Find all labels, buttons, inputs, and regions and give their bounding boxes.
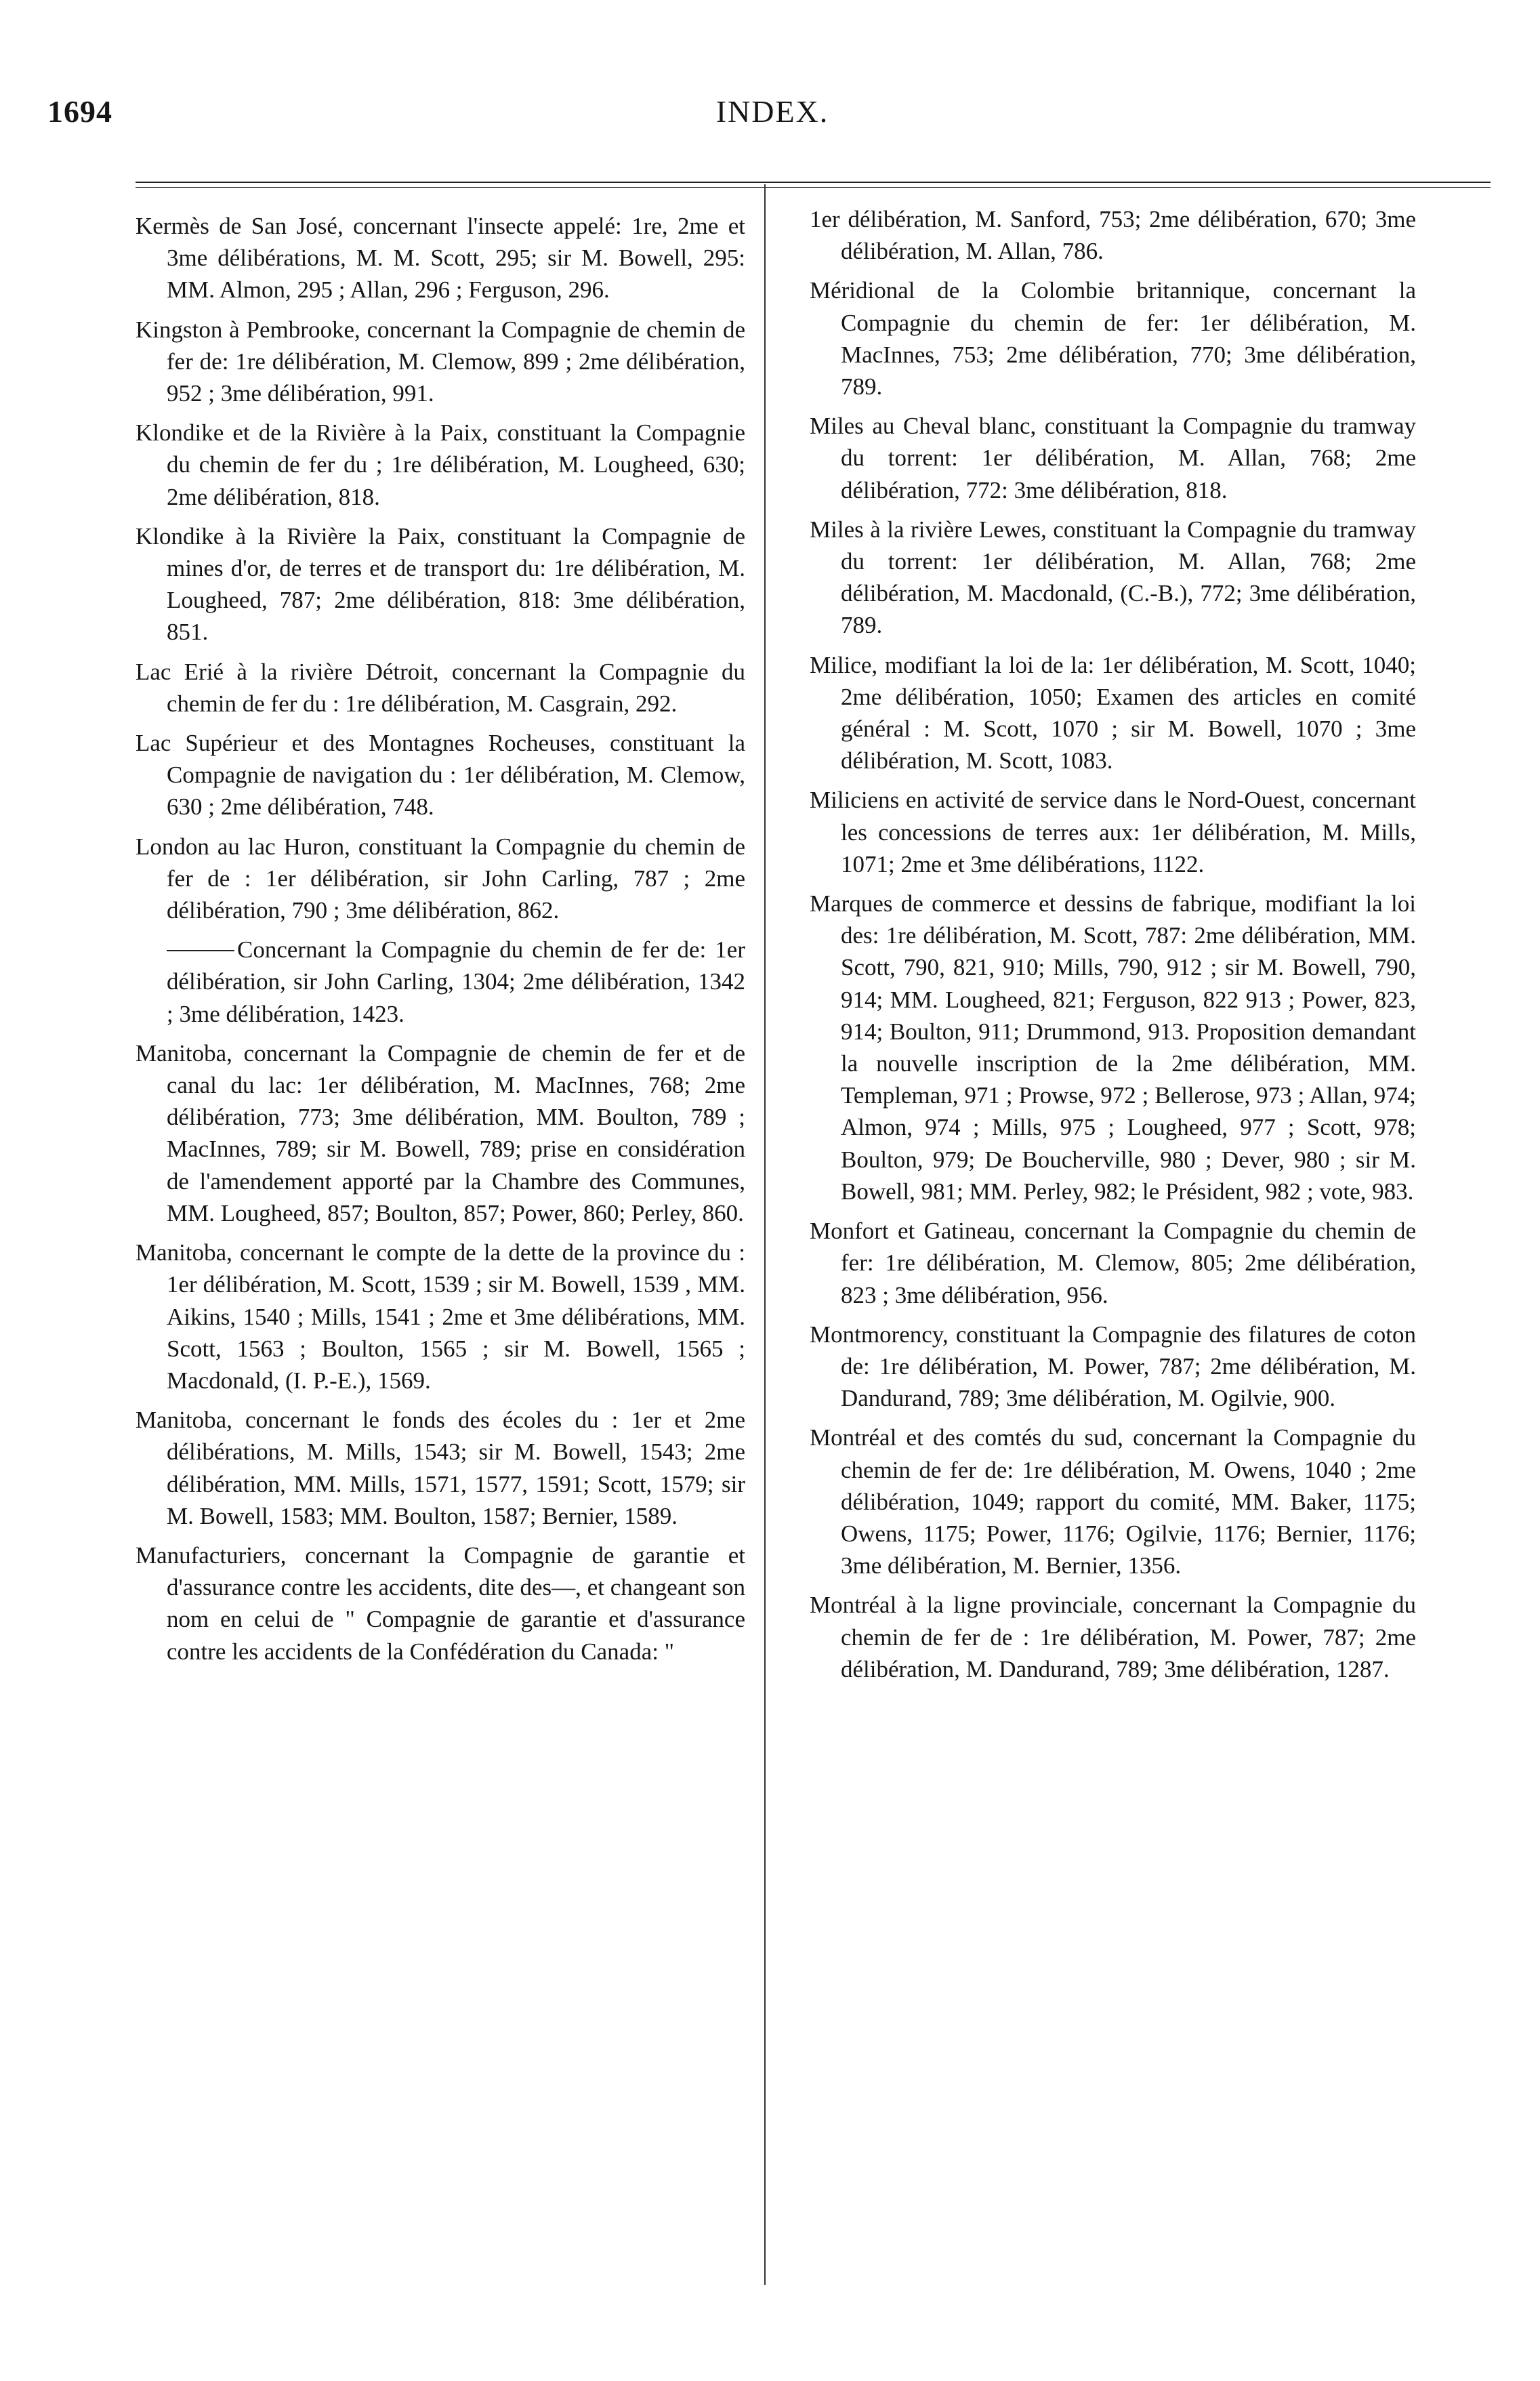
index-entry: Kermès de San José, concernant l'insecte appelé: 1re, 2me et 3me délibérations, M. M. Scott, 295; sir M. Bowell, 295: MM. Almon, 295 ; Allan, 296 ; Ferguson, 296. <box>136 213 745 304</box>
index-entry: Manitoba, concernant le fonds des écoles du : 1er et 2me délibérations, M. Mills, 1543; sir M. Bowell, 1543; 2me délibération, MM. Mills, 1571, 1577, 1591; Scott, 1579; sir M. Bowell, 1583; MM. Boulton, 1587; Bernier, 1589. <box>136 1407 745 1529</box>
index-sub-entry <box>136 934 745 1030</box>
left-column <box>136 210 745 1675</box>
index-entry: Kingston à Pembrooke, concernant la Compagnie de chemin de fer de: 1re délibération, M. Clemow, 899 ; 2me délibération, 952 ; 3me délibération, 991. <box>136 316 745 407</box>
index-entry: Manufacturiers, concernant la Compagnie de garantie et d'assurance contre les accidents, dite des—, et changeant son nom en celui de " Compagnie de garantie et d'assurance contre les accidents de la Confédération du Canada: " <box>136 1541 745 1665</box>
header-rule-top <box>136 182 1491 183</box>
index-entry: Klondike à la Rivière la Paix, constituant la Compagnie de mines d'or, de terres et de transport du: 1re délibération, M. Lougheed, 787; 2me délibération, 818: 3me délibération, 851. <box>136 522 745 646</box>
index-entry: London au lac Huron, constituant la Compagnie du chemin de fer de : 1er délibération, sir John Carling, 787 ; 2me délibération, 790 ; 3me délibération, 862. <box>136 833 745 924</box>
index-entry: Montréal et des comtés du sud, concernant la Compagnie du chemin de fer de: 1re délibération, M. Owens, 1040 ; 2me délibération, 1049; rapport du comité, MM. Baker, 1175; Owens, 1175; Power, 1176; Ogilvie, 1176; Bernier, 1176; 3me délibération, M. Bernier, 1356. <box>810 1424 1416 1579</box>
index-entry: Marques de commerce et dessins de fabrique, modifiant la loi des: 1re délibération, M. Scott, 787: 2me délibération, MM. Scott, 790, 821, 910; Mills, 790, 912 ; sir M. Bowell, 790, 914; MM. Lougheed, 821; Ferguson, 822 913 ; Power, 823, 914; Boulton, 911; Drummond, 913. Proposition demandant la nouvelle inscription de la 2me délibération, MM. Templeman, 971 ; Prowse, 972 ; Bellerose, 973 ; Allan, 974; Almon, 974 ; Mills, 975 ; Lougheed, 977 ; Scott, 978; Boulton, 979; De Boucherville, 980 ; Dever, 980 ; sir M. Bowell, 981; MM. Perley, 982; le Président, 982 ; vote, 983. <box>810 890 1416 1205</box>
index-entry: Milice, modifiant la loi de la: 1er délibération, M. Scott, 1040; 2me délibération, 1050; Examen des articles en comité général : M. Scott, 1070 ; sir M. Bowell, 1070 ; 3me délibération, M. Scott, 1083. <box>810 651 1416 774</box>
index-entry: 1er délibération, M. Sanford, 753; 2me délibération, 670; 3me délibération, M. Allan, 786. <box>810 206 1416 265</box>
index-entry: Miliciens en activité de service dans le Nord-Ouest, concernant les concessions de terres aux: 1er délibération, M. Mills, 1071; 2me et 3me délibérations, 1122. <box>810 787 1416 877</box>
index-entry: Manitoba, concernant la Compagnie de chemin de fer et de canal du lac: 1er délibération, M. MacInnes, 768; 2me délibération, 773; 3me délibération, MM. Boulton, 789 ; MacInnes, 789; sir M. Bowell, 789; prise en considération de l'amendement apporté par la Chambre des Communes, MM. Lougheed, 857; Boulton, 857; Power, 860; Perley, 860. <box>136 1039 745 1226</box>
page-header <box>47 94 1497 148</box>
index-entry: Lac Supérieur et des Montagnes Rocheuses, constituant la Compagnie de navigation du : 1er délibération, M. Clemow, 630 ; 2me délibération, 748. <box>136 730 745 821</box>
ditto-dash <box>167 950 234 951</box>
index-entry: Manitoba, concernant le compte de la dette de la province du : 1er délibération, M. Scott, 1539 ; sir M. Bowell, 1539 , MM. Aikins, 1540 ; Mills, 1541 ; 2me et 3me délibérations, MM. Scott, 1563 ; Boulton, 1565 ; sir M. Bowell, 1565 ; Macdonald, (I. P.-E.), 1569. <box>136 1239 745 1394</box>
header-rule-bottom <box>136 187 1491 188</box>
column-divider <box>764 184 766 2285</box>
right-column <box>810 203 1416 1693</box>
index-entry: Klondike et de la Rivière à la Paix, constituant la Compagnie du chemin de fer du ; 1re délibération, M. Lougheed, 630; 2me délibération, 818. <box>136 419 745 510</box>
page-title: INDEX. <box>715 94 829 129</box>
page-number: 1694 <box>47 94 112 129</box>
index-entry: Miles au Cheval blanc, constituant la Compagnie du tramway du torrent: 1er délibération, M. Allan, 768; 2me délibération, 772: 3me délibération, 818. <box>810 413 1416 503</box>
index-entry: Lac Erié à la rivière Détroit, concernant la Compagnie du chemin de fer du : 1re délibération, M. Casgrain, 292. <box>136 658 745 717</box>
index-entry: Montréal à la ligne provinciale, concernant la Compagnie du chemin de fer de : 1re délibération, M. Power, 787; 2me délibération, M. Dandurand, 789; 3me délibération, 1287. <box>810 1592 1416 1682</box>
index-entry: Miles à la rivière Lewes, constituant la Compagnie du tramway du torrent: 1er délibération, M. Allan, 768; 2me délibération, M. Macdonald, (C.-B.), 772; 3me délibération, 789. <box>810 516 1416 639</box>
index-entry: Monfort et Gatineau, concernant la Compagnie du chemin de fer: 1re délibération, M. Clemow, 805; 2me délibération, 823 ; 3me délibération, 956. <box>810 1218 1416 1308</box>
index-entry: Montmorency, constituant la Compagnie des filatures de coton de: 1re délibération, M. Power, 787; 2me délibération, M. Dandurand, 789; 3me délibération, M. Ogilvie, 900. <box>810 1321 1416 1412</box>
sub-entry-text: Concernant la Compagnie du chemin de fer de: 1er délibération, sir John Carling, 1304; 2me délibération, 1342 ; 3me délibération, 1423. <box>167 936 745 1027</box>
index-entry: Méridional de la Colombie britannique, concernant la Compagnie du chemin de fer: 1er délibération, M. MacInnes, 753; 2me délibération, 770; 3me délibération, 789. <box>810 277 1416 400</box>
